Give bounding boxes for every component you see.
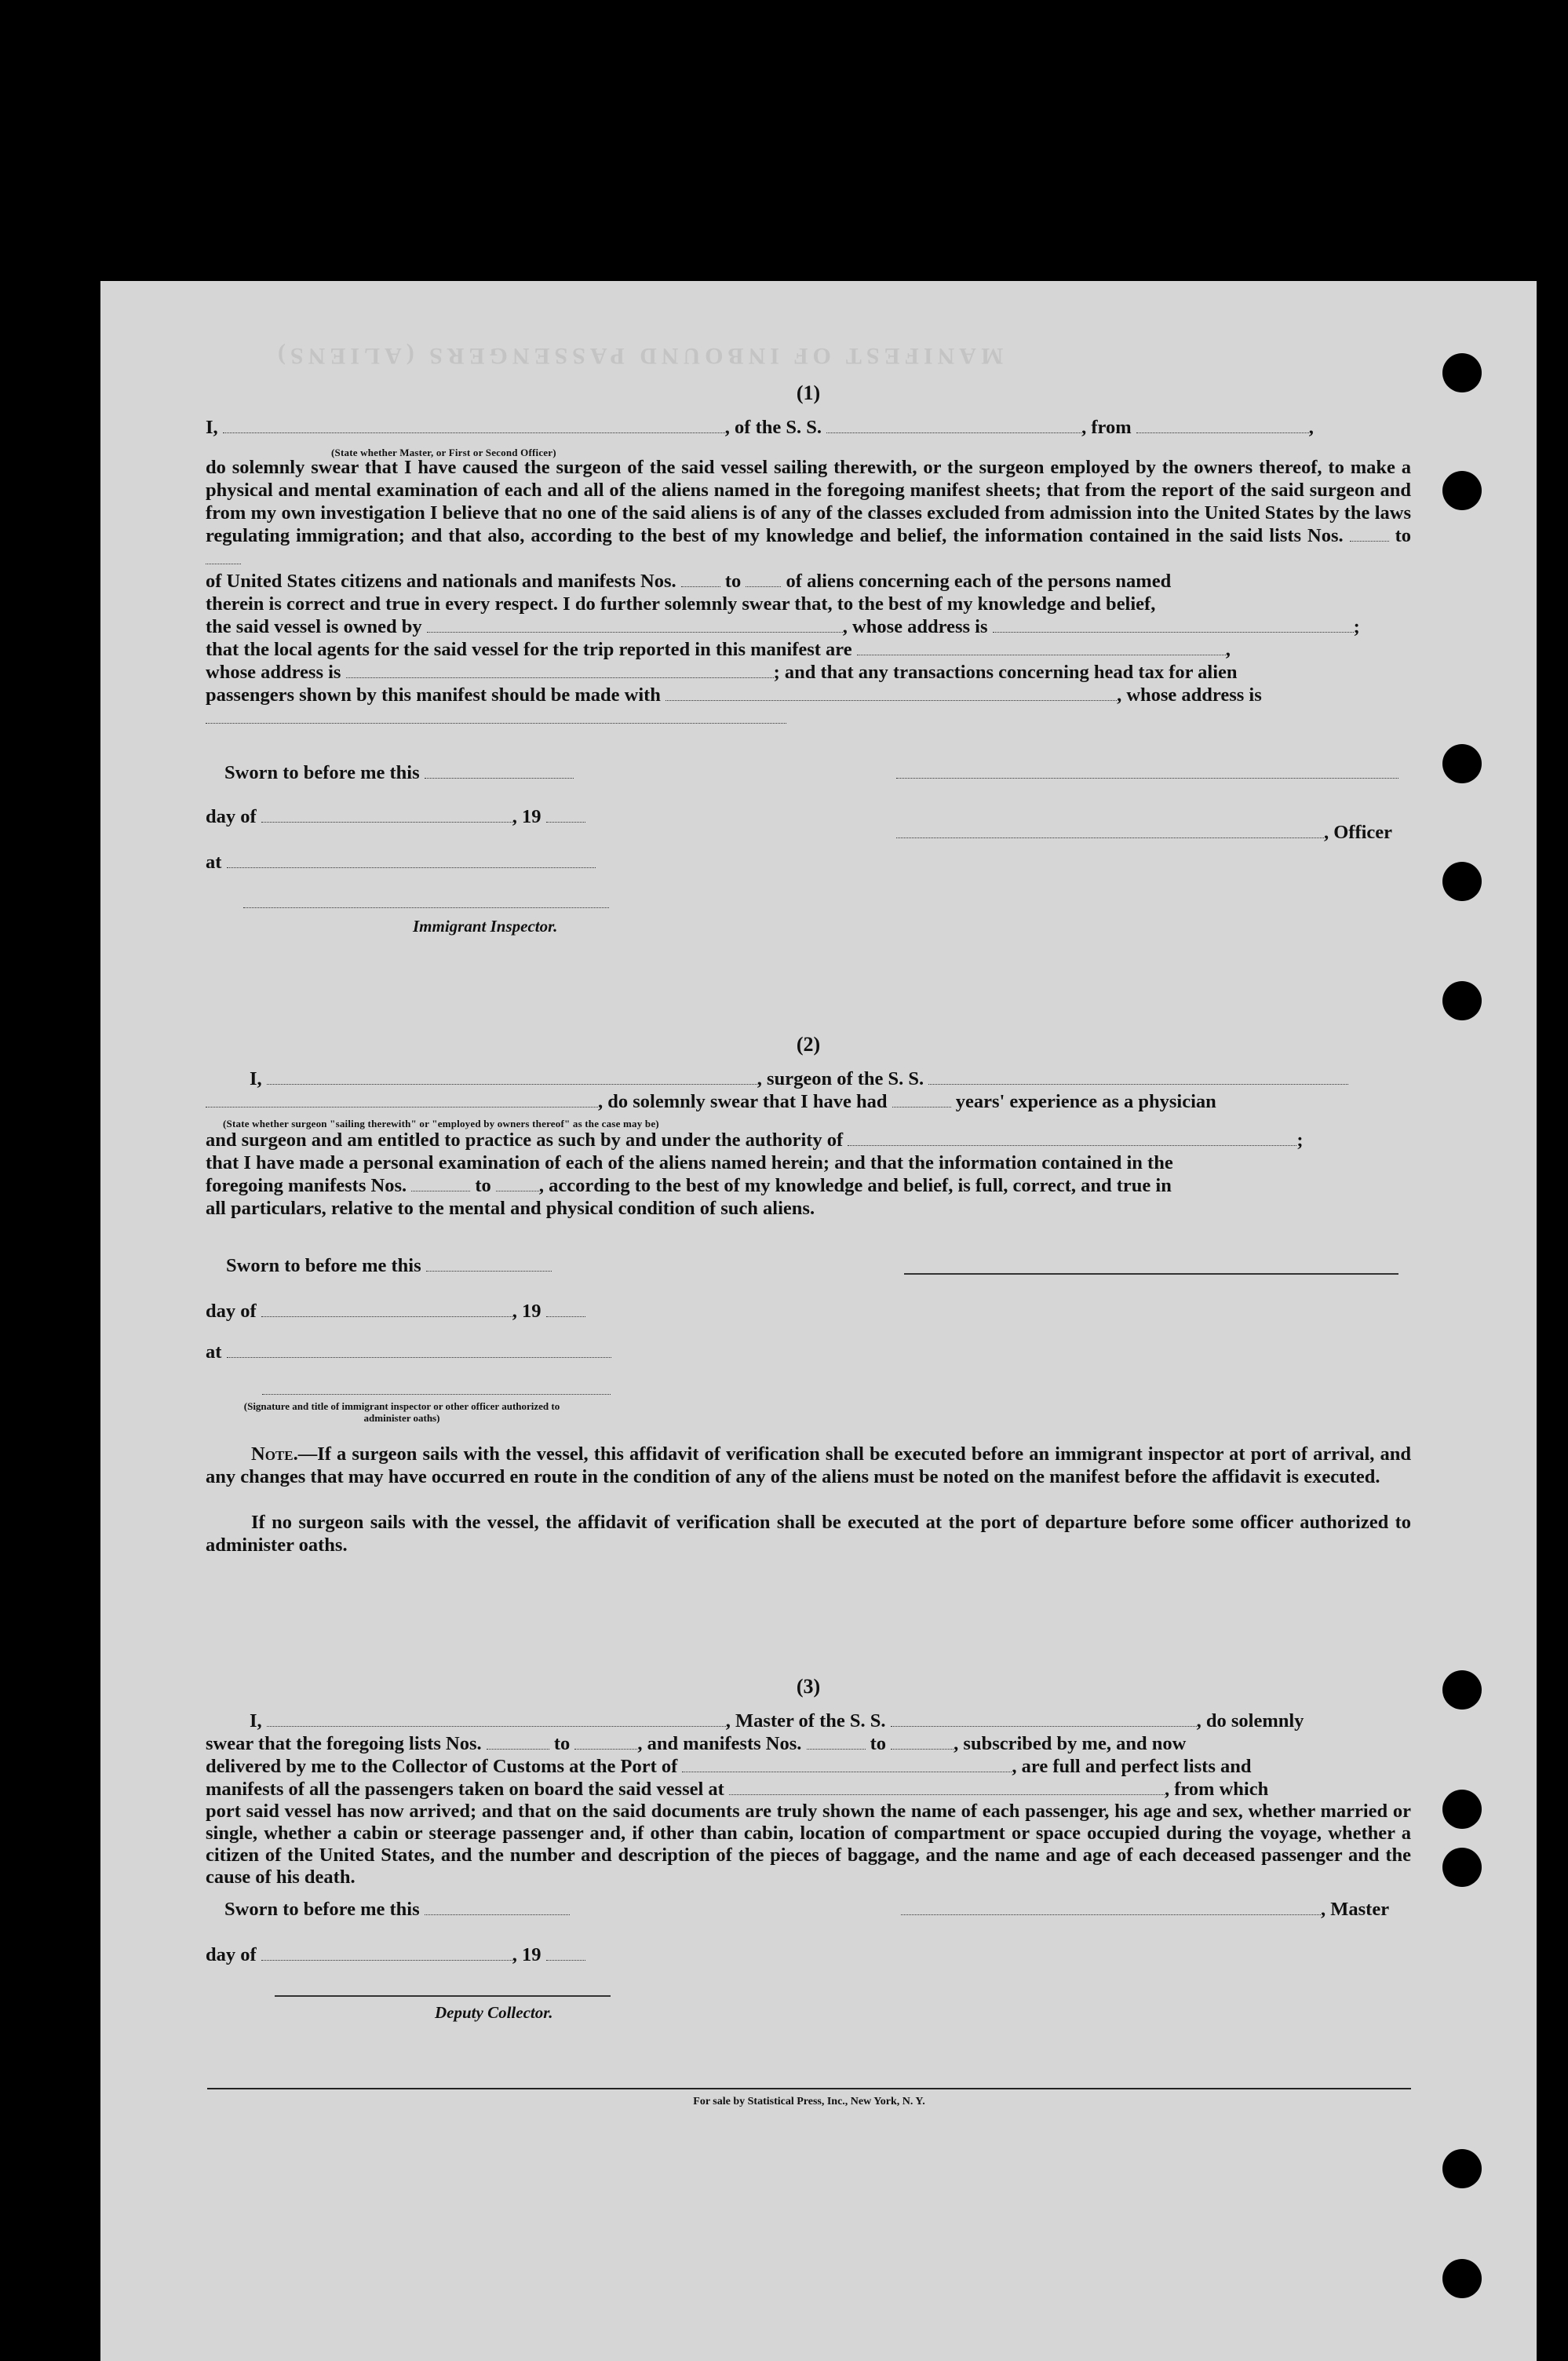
embark-port-field[interactable]	[729, 1779, 1165, 1795]
master-caption: , Master	[1321, 1899, 1390, 1920]
oath-text: do solemnly swear that I have caused the surgeon of the said vessel sailing therewith, or the surgeon employed by the owners thereof, to make a physical and mental examination of each and all of the aliens named in the foregoing manifest sheets; that from the report of the said surgeon and from my own investigation I believe that no one of the said aliens is of any of the classes excluded from admission into the United States by the laws regulating immigration; and that also, according to the best of my knowledge and belief, the information contained in the said lists Nos.	[206, 457, 1411, 546]
label-i: I,	[250, 1068, 262, 1089]
taken-text: manifests of all the passengers taken on board the said vessel at	[206, 1779, 724, 1800]
surgeon-line	[250, 1067, 1455, 1090]
manifests-text: , and manifests Nos.	[637, 1733, 802, 1754]
at-line	[206, 851, 1411, 874]
binder-hole	[1442, 353, 1482, 392]
inspector-caption: Immigrant Inspector.	[413, 917, 558, 936]
sworn-day-field[interactable]	[425, 1899, 570, 1915]
authority-field[interactable]	[848, 1129, 1296, 1146]
place-field[interactable]	[227, 852, 596, 868]
head-tax-address-field[interactable]	[206, 707, 786, 724]
footer-rule	[207, 2088, 1411, 2089]
officer-signature-line[interactable]	[896, 778, 1398, 779]
at-line	[206, 1341, 1411, 1363]
agents-field[interactable]	[857, 639, 1226, 655]
sworn-label: Sworn to before me this	[224, 762, 420, 783]
officer-title-field[interactable]	[896, 822, 1324, 838]
knowledge-text: , according to the best of my knowledge and belief, is full, correct, and true in	[538, 1175, 1172, 1196]
binder-hole	[1442, 2149, 1482, 2188]
years-field[interactable]	[892, 1091, 951, 1108]
surgeon-vessel-field[interactable]	[928, 1068, 1348, 1085]
agents-address-field[interactable]	[346, 662, 774, 678]
day-line	[206, 1943, 1411, 1966]
label-to: to	[724, 571, 742, 592]
owner-address-field[interactable]	[993, 616, 1354, 633]
binder-hole	[1442, 1848, 1482, 1887]
year-field[interactable]	[546, 806, 585, 823]
collector-caption: Deputy Collector.	[435, 2003, 553, 2022]
citizens-end-text: of aliens concerning each of the persons named	[786, 571, 1172, 592]
manifests-line	[206, 1174, 1411, 1197]
officer-title-line	[896, 821, 1414, 844]
whose-address-text: whose address is	[206, 662, 341, 683]
binder-hole	[1442, 471, 1482, 510]
binder-hole	[1442, 2259, 1482, 2298]
year-field[interactable]	[546, 1301, 585, 1317]
at-label: at	[206, 852, 222, 873]
oath-paragraph	[206, 456, 1411, 570]
section-number: (1)	[796, 381, 821, 404]
sworn-day-field[interactable]	[426, 1255, 552, 1272]
note-paragraph	[206, 1443, 1411, 1488]
owner-line	[206, 615, 1411, 638]
day-of-label: day of	[206, 806, 257, 827]
agents-address-line	[206, 661, 1411, 684]
vessel-name-field[interactable]	[826, 417, 1081, 433]
surgeon-label: , surgeon of the S. S.	[757, 1068, 924, 1089]
master-line	[206, 416, 1411, 439]
lists-from-field[interactable]	[1350, 525, 1389, 542]
month-field[interactable]	[261, 1301, 512, 1317]
passengers-text: passengers shown by this manifest should be made with	[206, 684, 661, 706]
lists-from-field[interactable]	[487, 1733, 549, 1750]
year-label: , 19	[512, 806, 542, 827]
label-of-ss: , of the S. S.	[724, 417, 822, 438]
comma: ,	[1308, 417, 1314, 438]
label-to: to	[553, 1733, 571, 1754]
note-text: —If a surgeon sails with the vessel, this affidavit of verification shall be executed before an immigrant inspector at port of arrival, and any changes that may have occurred en route in the condition of any of the aliens must be noted on the manifest before the affidavit is executed.	[206, 1443, 1411, 1487]
head-tax-address-line	[206, 706, 1411, 729]
particulars-text: all particulars, relative to the mental and physical condition of such aliens.	[206, 1198, 815, 1219]
full-lists-text: , are full and perfect lists and	[1012, 1756, 1252, 1777]
master-signature-line	[901, 1898, 1419, 1921]
collector-signature-line[interactable]	[275, 1995, 611, 1997]
head-tax-text: ; and that any transactions concerning head tax for alien	[773, 662, 1238, 683]
place-field[interactable]	[227, 1341, 611, 1358]
inspector-signature-line[interactable]	[243, 907, 609, 908]
owner-field[interactable]	[427, 616, 843, 633]
arrival-paragraph: port said vessel has now arrived; and that on the said documents are truly shown the name of each passenger, his age and sex, whether married or single, whether a cabin or steerage passenger and, if other than cabin, location of compartment or space occupied during the voyage, whether a citizen of the United States, and the number and description of the pieces of baggage, and the name and age of each deceased passenger and the cause of his death.	[206, 1801, 1411, 1888]
port-field[interactable]	[682, 1756, 1012, 1772]
subscribed-text: , subscribed by me, and now	[954, 1733, 1187, 1754]
day-line	[206, 1300, 1411, 1323]
port-line	[206, 1755, 1411, 1778]
swear-text: , do solemnly swear that I have had	[598, 1091, 888, 1112]
master-name-field[interactable]	[267, 1710, 726, 1727]
years-text: years' experience as a physician	[955, 1091, 1216, 1112]
manifests-from-field[interactable]	[681, 571, 720, 587]
note-heading: Note.	[251, 1443, 298, 1465]
binder-hole	[1442, 981, 1482, 1020]
from-which-text: , from which	[1164, 1779, 1269, 1800]
authority-text: and surgeon and am entitled to practice as such by and under the authority of	[206, 1129, 844, 1151]
year-field[interactable]	[546, 1944, 585, 1961]
label-i: I,	[206, 417, 218, 438]
label-to: to	[475, 1175, 491, 1196]
label-to: to	[1395, 525, 1412, 546]
at-label: at	[206, 1341, 222, 1363]
surgeon-signature-line[interactable]	[904, 1273, 1398, 1275]
label-from: , from	[1081, 417, 1132, 438]
year-label: , 19	[512, 1944, 542, 1965]
printer-footer: For sale by Statistical Press, Inc., New York, N. Y.	[693, 2096, 925, 2107]
month-field[interactable]	[261, 806, 512, 823]
section-number: (3)	[796, 1675, 821, 1698]
label-to: to	[870, 1733, 887, 1754]
officer-name-field[interactable]	[223, 417, 725, 433]
lists-line	[206, 1732, 1411, 1755]
agents-text: that the local agents for the said vessel for the trip reported in this manifest are	[206, 639, 852, 660]
binder-hole	[1442, 1790, 1482, 1829]
manifests-to-field[interactable]	[891, 1733, 954, 1750]
inspector-signature-line[interactable]	[262, 1394, 611, 1395]
form-page	[100, 281, 1537, 2361]
binder-hole	[1442, 1670, 1482, 1710]
whose-address-text: , whose address is	[1117, 684, 1262, 706]
manifests-text: foregoing manifests Nos.	[206, 1175, 407, 1196]
section-number: (2)	[796, 1033, 821, 1056]
lists-to-field[interactable]	[574, 1733, 637, 1750]
agents-line	[206, 638, 1411, 661]
semicolon: ;	[1353, 616, 1360, 637]
semicolon: ;	[1296, 1129, 1304, 1151]
lists-to-field[interactable]	[206, 548, 241, 564]
head-tax-line	[206, 684, 1411, 706]
manifests-to-field[interactable]	[746, 571, 781, 587]
citizens-text: of United States citizens and nationals and manifests Nos.	[206, 571, 676, 592]
signature-note: (Signature and title of immigrant inspector or other officer authorized to administer oaths)	[243, 1400, 560, 1424]
head-tax-party-field[interactable]	[665, 684, 1117, 701]
authority-line	[206, 1129, 1411, 1151]
experience-line	[206, 1090, 1411, 1113]
citizens-line	[206, 570, 1411, 593]
taken-line	[206, 1778, 1411, 1801]
master-line	[250, 1710, 1455, 1732]
solemnly-text: , do solemnly	[1196, 1710, 1304, 1732]
owned-text: the said vessel is owned by	[206, 616, 422, 637]
master-signature-field[interactable]	[901, 1899, 1321, 1915]
vessel-name-field[interactable]	[891, 1710, 1197, 1727]
owner-address-label: , whose address is	[842, 616, 988, 637]
lists-text: swear that the foregoing lists Nos.	[206, 1733, 482, 1754]
sworn-label: Sworn to before me this	[224, 1899, 420, 1920]
sworn-label: Sworn to before me this	[226, 1255, 421, 1276]
port-text: delivered by me to the Collector of Customs at the Port of	[206, 1756, 678, 1777]
binder-hole	[1442, 862, 1482, 901]
manifests-from-field[interactable]	[411, 1175, 470, 1191]
label-i: I,	[250, 1710, 262, 1732]
surgeon-note: (State whether surgeon "sailing therewith" or "employed by owners thereof" as the case may be)	[223, 1118, 659, 1129]
day-of-label: day of	[206, 1944, 257, 1965]
day-of-label: day of	[206, 1301, 257, 1322]
month-field[interactable]	[261, 1944, 512, 1961]
examination-text: that I have made a personal examination of each of the aliens named herein; and that the information contained in the	[206, 1152, 1173, 1173]
sworn-line	[224, 761, 1430, 784]
sworn-day-field[interactable]	[425, 762, 574, 779]
comma: ,	[1225, 639, 1231, 660]
binder-hole	[1442, 744, 1482, 783]
bleed-through-text: MANIFEST OF INBOUND PASSENGERS (ALIENS)	[273, 343, 1004, 369]
therein-text: therein is correct and true in every respect. I do further solemnly swear that, to the best of my knowledge and belief,	[206, 593, 1156, 615]
manifests-to-field[interactable]	[496, 1175, 539, 1191]
port-from-field[interactable]	[1136, 417, 1309, 433]
year-label: , 19	[512, 1301, 542, 1322]
manifests-from-field[interactable]	[807, 1733, 866, 1750]
surgeon-status-field[interactable]	[206, 1091, 598, 1108]
note-text-2: If no surgeon sails with the vessel, the affidavit of verification shall be executed at the port of departure before some officer authorized to administer oaths.	[206, 1512, 1411, 1556]
officer-note: (State whether Master, or First or Second Officer)	[331, 447, 556, 458]
master-label: , Master of the S. S.	[725, 1710, 886, 1732]
officer-label: , Officer	[1324, 822, 1393, 843]
surgeon-name-field[interactable]	[267, 1068, 757, 1085]
